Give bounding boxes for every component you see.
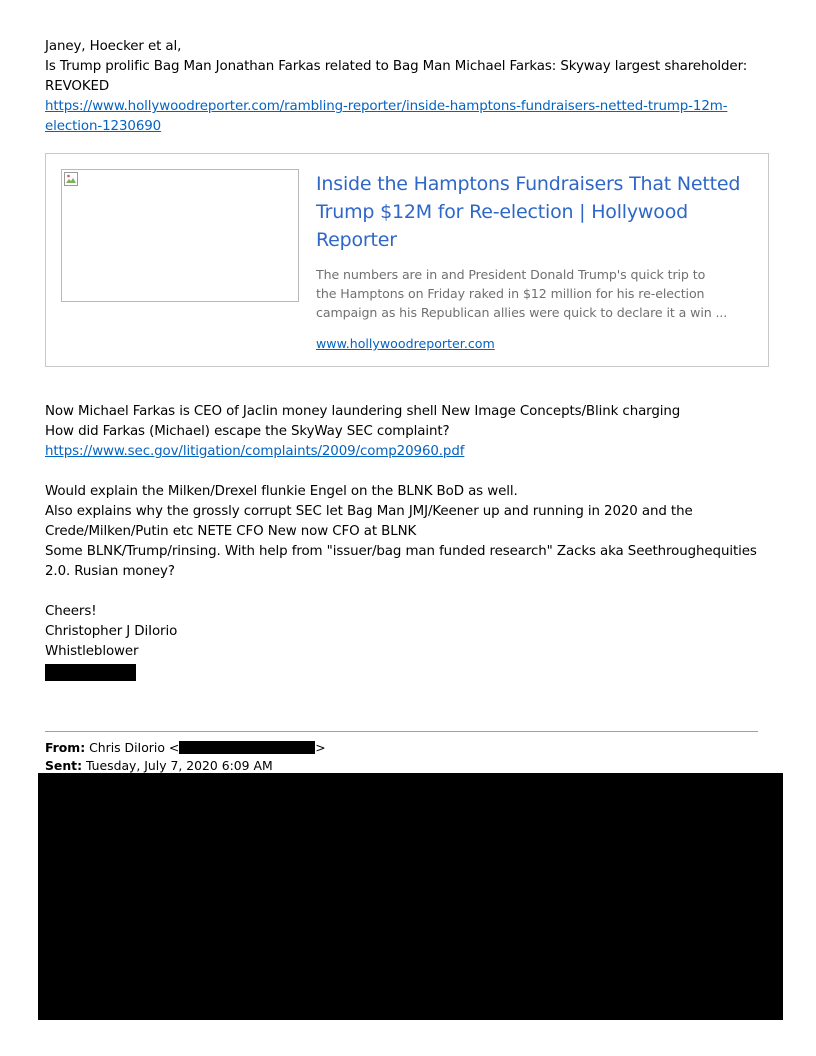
header-divider [45, 731, 758, 732]
sender-title: Whistleblower [45, 644, 139, 659]
sent-line [45, 758, 273, 774]
link-preview-card[interactable] [45, 153, 769, 367]
preview-title[interactable]: Inside the Hamptons Fundraisers That Netted Trump $12M for Re-election | Hollywood Reporter [316, 173, 741, 251]
preview-thumbnail[interactable] [61, 169, 299, 302]
body-line: Would explain the Milken/Drexel flunkie Engel on the BLNK BoD as well. [45, 484, 518, 499]
hollywood-reporter-link[interactable]: https://www.hollywoodreporter.com/rambling-reporter/inside-hamptons-fundraisers-netted-trump-12m- [45, 99, 728, 114]
greeting: Janey, Hoecker et al, [45, 39, 182, 54]
signature-block [45, 602, 785, 662]
sent-label: Sent: [45, 758, 83, 773]
email-address-redaction [179, 741, 315, 754]
body-line: How did Farkas (Michael) escape the SkyWay SEC complaint? [45, 424, 450, 439]
preview-description: The numbers are in and President Donald Trump's quick trip to the Hamptons on Friday raked in $12 million for his re-election campaign as his Republican allies were quick to declare it a win ... [316, 267, 728, 320]
body-line: Now Michael Farkas is CEO of Jaclin money laundering shell New Image Concepts/Blink charging [45, 404, 681, 419]
body-line: Crede/Milken/Putin etc NETE CFO New now CFO at BLNK [45, 524, 417, 539]
from-close: > [315, 740, 326, 755]
closing: Cheers! [45, 604, 97, 619]
question-line: REVOKED [45, 79, 110, 94]
sec-complaint-link[interactable]: https://www.sec.gov/litigation/complaints/2009/comp20960.pdf [45, 444, 465, 459]
body-line: Some BLNK/Trump/rinsing. With help from "issuer/bag man funded research" Zacks aka Seethroughequities [45, 544, 757, 559]
question-line: Is Trump prolific Bag Man Jonathan Farkas related to Bag Man Michael Farkas: Skyway largest shareholder: [45, 59, 748, 74]
signature-redaction [45, 664, 136, 681]
broken-image-icon [64, 172, 78, 186]
from-name: Chris DiIorio < [89, 740, 180, 755]
from-label: From: [45, 740, 86, 755]
blnk-paragraph [45, 482, 785, 582]
redacted-content-block [38, 773, 783, 1020]
hollywood-reporter-link-continued[interactable]: election-1230690 [45, 119, 162, 134]
intro-paragraph [45, 37, 785, 137]
sent-value: Tuesday, July 7, 2020 6:09 AM [85, 758, 273, 773]
preview-domain-link[interactable]: www.hollywoodreporter.com [316, 336, 495, 351]
sender-name: Christopher J DiIorio [45, 624, 178, 639]
body-line: 2.0. Rusian money? [45, 564, 175, 579]
farkas-paragraph [45, 402, 785, 462]
from-line [45, 740, 326, 756]
body-line: Also explains why the grossly corrupt SEC let Bag Man JMJ/Keener up and running in 2020 and the [45, 504, 693, 519]
